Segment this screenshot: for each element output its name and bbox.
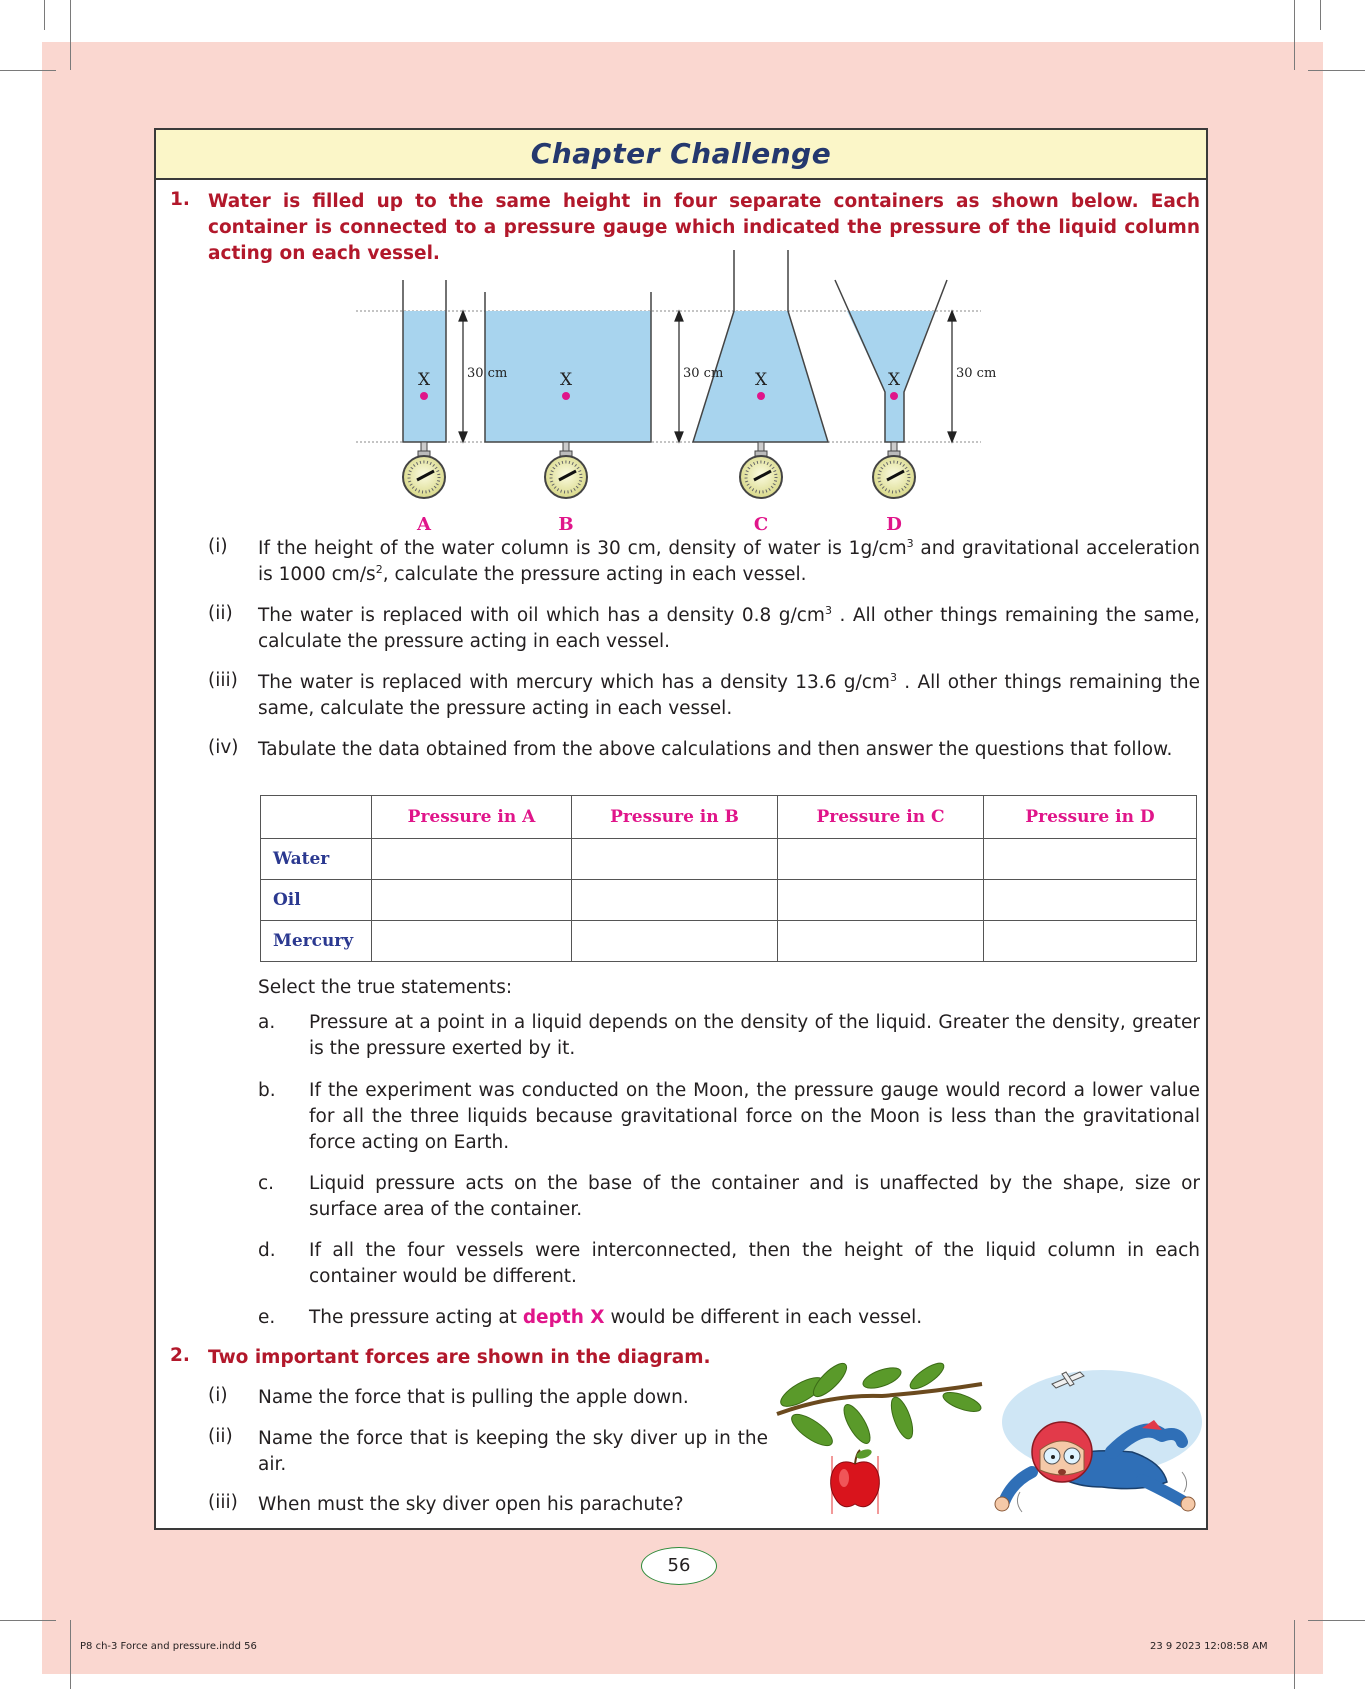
content-frame: [154, 128, 1208, 1530]
footer-timestamp: 23 9 2023 12:08:58 AM: [1150, 1641, 1268, 1652]
table-cell: [572, 921, 778, 962]
table-row: [261, 880, 1197, 921]
height-label-b: 30 cm: [683, 366, 724, 381]
pressure-vessels-diagram: [356, 250, 1016, 540]
select-statements-label: Select the true statements:: [258, 977, 513, 998]
table-cell: [778, 880, 984, 921]
table-header-blank: [261, 796, 372, 839]
statement-c-text: Liquid pressure acts on the base of the container and is unaffected by the shape, size or surface area of the container.: [309, 1173, 1200, 1220]
table-cell: [572, 880, 778, 921]
table-cell: [372, 880, 572, 921]
q2-part-iii-text: When must the sky diver open his parachute?: [258, 1494, 684, 1515]
height-label-c: 30 cm: [956, 366, 997, 381]
statement-d-letter: d.: [258, 1240, 276, 1261]
table-cell: [778, 839, 984, 880]
point-x-c: X: [754, 370, 768, 390]
point-x-a: X: [417, 370, 431, 390]
vessel-label-d: D: [886, 514, 902, 535]
q2-part-iii-number: (iii): [208, 1492, 238, 1513]
table-row: [261, 921, 1197, 962]
q1-text: Water is filled up to the same height in four separate containers as shown below. Each container is connected to a pressure gauge which indicated the pressure of the liquid column acting on each vessel.: [208, 191, 1200, 264]
q1-part-ii-number: (ii): [208, 603, 233, 624]
vessel-label-a: A: [417, 514, 431, 535]
crop-mark: [1294, 0, 1295, 70]
q2-number: 2.: [170, 1345, 190, 1366]
vessel-label-b: B: [558, 514, 574, 535]
page-title: Chapter Challenge: [530, 137, 832, 170]
table-cell: [572, 839, 778, 880]
statement-c-letter: c.: [258, 1173, 275, 1194]
crop-mark: [70, 1620, 71, 1689]
gauge-d: [873, 442, 915, 498]
crop-mark: [0, 70, 56, 71]
skydiver-illustration: [992, 1352, 1202, 1524]
q2-part-i-text: Name the force that is pulling the apple down.: [258, 1387, 689, 1408]
table-cell: [372, 921, 572, 962]
point-x-b: X: [559, 370, 573, 390]
vessel-c: [693, 250, 828, 442]
gauge-c: [740, 442, 782, 498]
table-header-c: Pressure in C: [778, 796, 984, 839]
q2-part-ii-text: Name the force that is keeping the sky diver up in the air.: [258, 1428, 768, 1475]
crop-mark: [44, 0, 45, 30]
statement-d-text: If all the four vessels were interconnected, then the height of the liquid column in each container would be different.: [309, 1240, 1200, 1287]
crop-mark: [1320, 0, 1321, 30]
q1-part-i-text: If the height of the water column is 30 cm, density of water is $1g/cm^3$ and gravitational acceleration is 1000 $cm/s^2$, calculate the pressure acting in each vessel.: [258, 536, 1200, 585]
q1-part-i-number: (i): [208, 536, 228, 557]
apple-branch-illustration: [772, 1354, 992, 1524]
q2-part-i-number: (i): [208, 1385, 228, 1406]
q1-part-iv-text: Tabulate the data obtained from the above calculations and then answer the questions that follow.: [258, 739, 1173, 760]
depth-x-highlight: depth X: [522, 1307, 605, 1328]
table-header-b: Pressure in B: [572, 796, 778, 839]
table-cell: [984, 839, 1197, 880]
vessel-label-c: C: [753, 514, 769, 535]
table-cell: [984, 880, 1197, 921]
height-label-a: 30 cm: [467, 366, 508, 381]
q1-part-iii-number: (iii): [208, 670, 238, 691]
vessel-b: [485, 292, 651, 442]
crop-mark: [1308, 1620, 1365, 1621]
table-row: [261, 839, 1197, 880]
table-header-row: [261, 796, 1197, 839]
title-bar: [156, 130, 1206, 180]
statement-b-text: If the experiment was conducted on the Moon, the pressure gauge would record a lower value for all the three liquids because gravitational force on the Moon is less than the gravitational force acting on Earth.: [309, 1080, 1200, 1153]
vessel-a: [403, 280, 446, 442]
table-row-water: Water: [261, 839, 372, 880]
q2-text: Two important forces are shown in the diagram.: [208, 1347, 711, 1368]
table-cell: [984, 921, 1197, 962]
gauge-a: [403, 442, 445, 498]
statement-a-text: Pressure at a point in a liquid depends on the density of the liquid. Greater the density, greater is the pressure exerted by it.: [309, 1012, 1200, 1059]
q1-part-iv-number: (iv): [208, 737, 239, 758]
crop-mark: [1294, 1620, 1295, 1689]
table-header-a: Pressure in A: [372, 796, 572, 839]
point-x-d: X: [887, 370, 901, 390]
gauge-b: [545, 442, 587, 498]
footer-filename: P8 ch-3 Force and pressure.indd 56: [80, 1641, 257, 1652]
vessel-d: [835, 280, 947, 442]
q1-part-iii-text: The water is replaced with mercury which has a density 13.6 $g/cm^3$ . All other things remaining the same, calculate the pressure acting in each vessel.: [258, 670, 1200, 719]
pressure-table: [260, 795, 1197, 962]
crop-mark: [70, 0, 71, 70]
crop-mark: [1308, 70, 1365, 71]
table-cell: [372, 839, 572, 880]
crop-mark: [0, 1620, 56, 1621]
table-cell: [778, 921, 984, 962]
table-row-oil: Oil: [261, 880, 372, 921]
q1-number: 1.: [170, 189, 190, 210]
statement-e-text: The pressure acting at depth X would be different in each vessel.: [309, 1307, 923, 1328]
q1-part-ii-text: The water is replaced with oil which has a density 0.8 $g/cm^3$ . All other things remaining the same, calculate the pressure acting in each vessel.: [258, 603, 1200, 652]
statement-b-letter: b.: [258, 1080, 276, 1101]
statement-e-letter: e.: [258, 1307, 276, 1328]
q2-part-ii-number: (ii): [208, 1426, 233, 1447]
page-number: 56: [641, 1547, 717, 1585]
statement-a-letter: a.: [258, 1012, 276, 1033]
table-header-d: Pressure in D: [984, 796, 1197, 839]
table-row-mercury: Mercury: [261, 921, 372, 962]
